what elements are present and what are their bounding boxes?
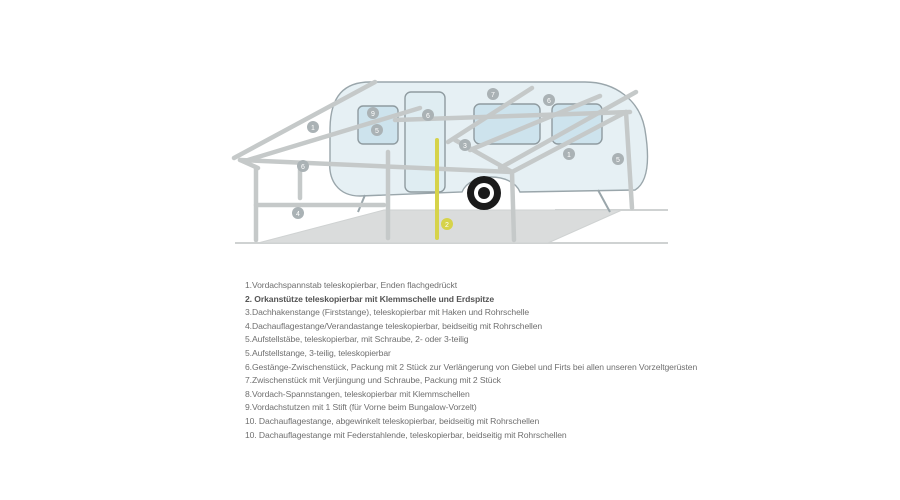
callout-6c <box>297 160 309 172</box>
callout-3 <box>459 139 471 151</box>
legend-item: 2. Orkanstütze teleskopierbar mit Klemmschelle und Erdspitze <box>245 293 495 304</box>
caravan-support-right <box>598 190 610 212</box>
svg-text:1: 1 <box>567 152 571 159</box>
legend-item: 6.Gestänge-Zwischenstück, Packung mit 2 Stück zur Verlängerung von Giebel und Firts bei allen unseren Vorzeltgerüsten <box>245 361 698 372</box>
legend-item: 5.Aufstellstange, 3-teilig, teleskopierbar <box>245 347 391 358</box>
callout-9 <box>367 107 379 119</box>
legend-item: 9.Vordachstutzen mit 1 Stift (für Vorne beim Bungalow-Vorzelt) <box>245 402 477 413</box>
svg-text:4: 4 <box>296 211 300 218</box>
legend-item: 10. Dachauflagestange mit Federstahlende, teleskopierbar, beidseitig mit Rohrschellen <box>245 429 567 440</box>
legend-item: 3.Dachhakenstange (Firststange), teleskopierbar mit Haken und Rohrschelle <box>245 307 530 318</box>
svg-text:5: 5 <box>616 157 620 164</box>
svg-text:6: 6 <box>301 164 305 171</box>
legend-item: 7.Zwischenstück mit Verjüngung und Schraube, Packung mit 2 Stück <box>245 375 501 386</box>
callout-6a <box>422 109 434 121</box>
legend-item: 8.Vordach-Spannstangen, teleskopierbar mit Klemmschellen <box>245 388 470 399</box>
callout-4 <box>292 207 304 219</box>
caravan-wheel-hub <box>478 187 490 199</box>
svg-text:5: 5 <box>375 128 379 135</box>
svg-text:1: 1 <box>311 125 315 132</box>
callout-1a <box>307 121 319 133</box>
callout-2 <box>441 218 453 230</box>
parts-legend <box>245 279 845 442</box>
callout-5b <box>612 153 624 165</box>
callout-1b <box>563 148 575 160</box>
svg-text:3: 3 <box>463 143 467 150</box>
svg-text:7: 7 <box>491 92 495 99</box>
callout-5a <box>371 124 383 136</box>
legend-item: 4.Dachauflagestange/Verandastange teleskopierbar, beidseitig mit Rohrschellen <box>245 320 543 331</box>
svg-text:6: 6 <box>547 98 551 105</box>
svg-text:6: 6 <box>426 113 430 120</box>
legend-item: 5.Aufstellstäbe, teleskopierbar, mit Schraube, 2- oder 3-teilig <box>245 334 469 345</box>
ground-mat <box>258 210 622 243</box>
svg-text:9: 9 <box>371 111 375 118</box>
callout-6b <box>543 94 555 106</box>
callout-7 <box>487 88 499 100</box>
legend-item: 1.Vordachspannstab teleskopierbar, Enden flachgedrückt <box>245 280 457 290</box>
legend-item: 10. Dachauflagestange, abgewinkelt teleskopierbar, beidseitig mit Rohrschellen <box>245 415 540 426</box>
svg-text:2: 2 <box>445 222 449 229</box>
